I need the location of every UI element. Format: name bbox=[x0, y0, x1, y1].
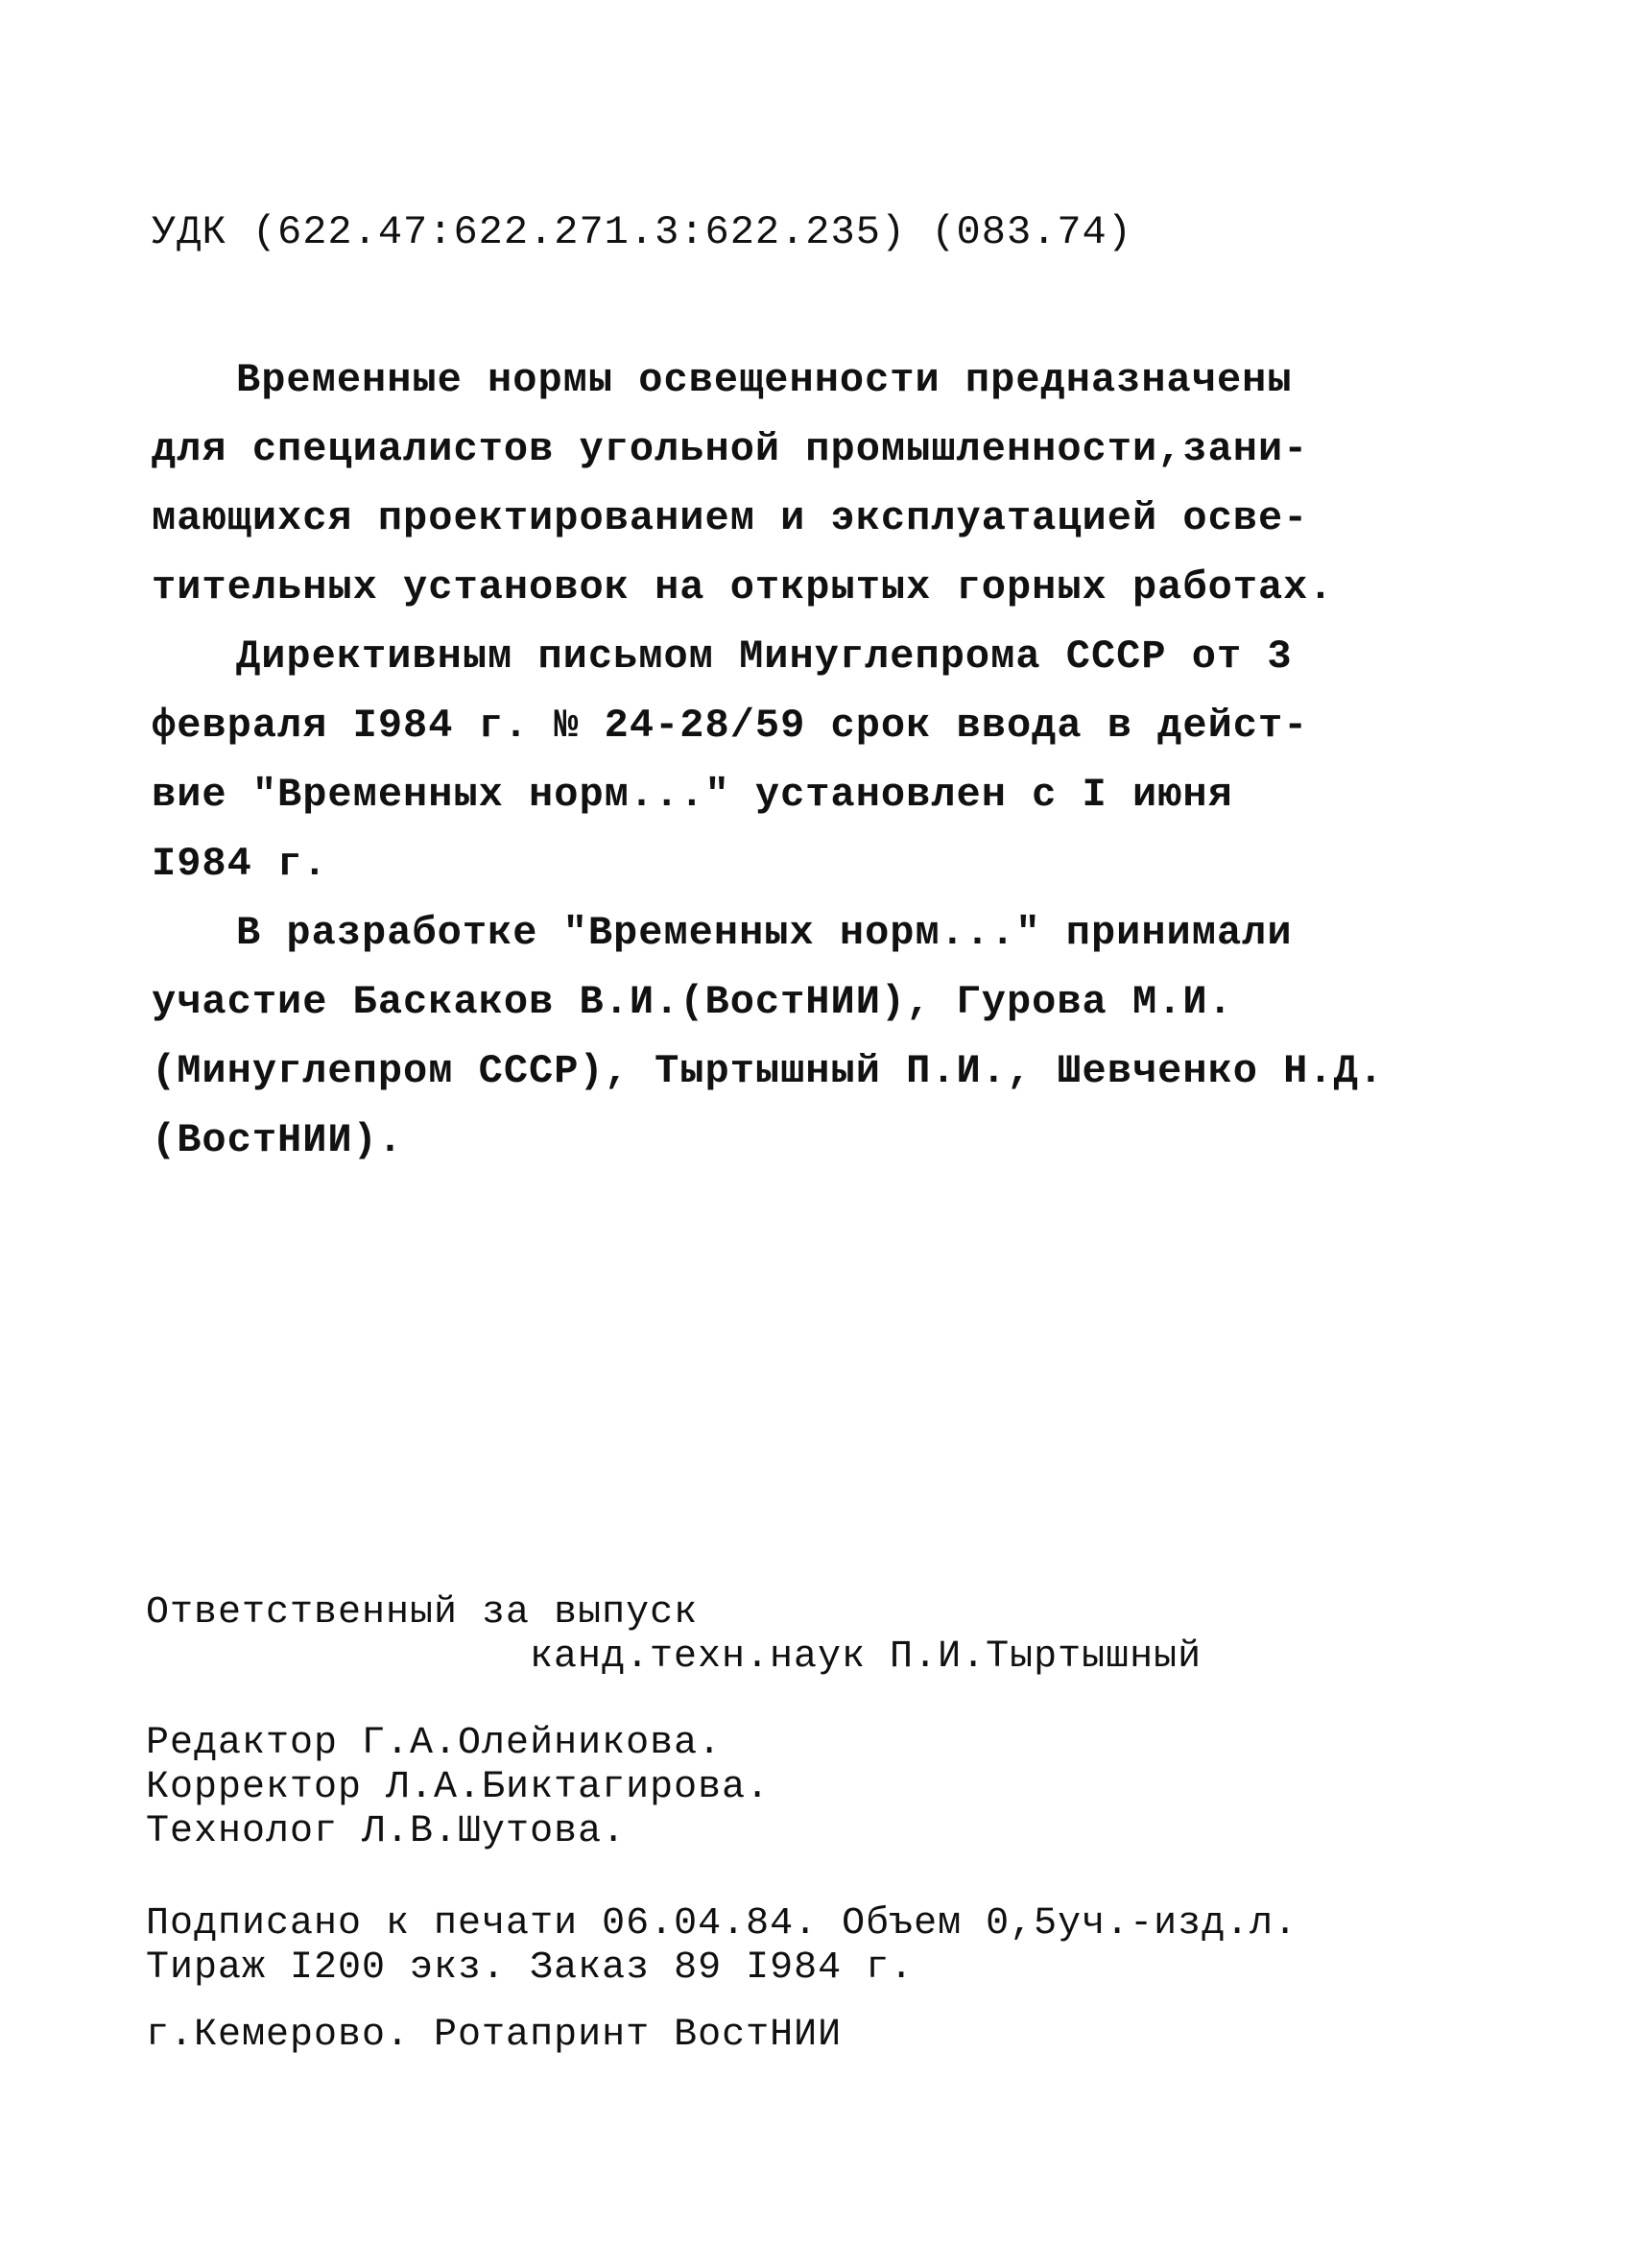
responsible-name: канд.техн.наук П.И.Тыртышный bbox=[530, 1635, 1202, 1679]
text-line: мающихся проектированием и эксплуатацией осве- bbox=[152, 495, 1309, 541]
text-line: В разработке "Временных норм..." принимали bbox=[236, 910, 1293, 956]
text-line: тительных установок на открытых горных работах. bbox=[152, 564, 1334, 610]
paragraph-directive bbox=[152, 622, 1534, 898]
responsible-label: Ответственный за выпуск bbox=[146, 1591, 699, 1635]
technologist-line: Технолог Л.В.Шутова. bbox=[146, 1810, 627, 1853]
printer-line: г.Кемерово. Ротапринт ВостНИИ bbox=[146, 2014, 843, 2057]
paragraph-purpose bbox=[152, 346, 1534, 622]
text-line: участие Баскаков В.И.(ВостНИИ), Гурова М.И. bbox=[152, 979, 1233, 1025]
text-line: (Минуглепром СССР), Тыртышный П.И., Шевченко Н.Д. bbox=[152, 1048, 1385, 1094]
text-line: вие "Временных норм..." установлен с I июня bbox=[152, 772, 1233, 818]
imprint-block bbox=[146, 1591, 1537, 2058]
udk-classification: УДК (622.47:622.271.3:622.235) (083.74) bbox=[152, 209, 1132, 255]
text-line: I984 г. bbox=[152, 841, 328, 887]
text-line: для специалистов угольной промышленности,зани- bbox=[152, 426, 1309, 472]
text-line: Директивным письмом Минуглепрома СССР от 3 bbox=[236, 633, 1293, 680]
text-line: февраля I984 г. № 24-28/59 срок ввода в дейст- bbox=[152, 703, 1309, 749]
proofreader-line: Корректор Л.А.Биктагирова. bbox=[146, 1766, 771, 1809]
signed-line: Подписано к печати 06.04.84. Объем 0,5уч.-изд.л. bbox=[146, 1902, 1298, 1946]
text-line: Временные нормы освещенности предназначены bbox=[236, 357, 1293, 403]
text-line: (ВостНИИ). bbox=[152, 1117, 404, 1163]
circulation-line: Тираж I200 экз. Заказ 89 I984 г. bbox=[146, 1946, 915, 1990]
editor-line: Редактор Г.А.Олейникова. bbox=[146, 1722, 723, 1765]
annotation-text bbox=[152, 346, 1534, 1175]
paragraph-authors bbox=[152, 898, 1534, 1175]
